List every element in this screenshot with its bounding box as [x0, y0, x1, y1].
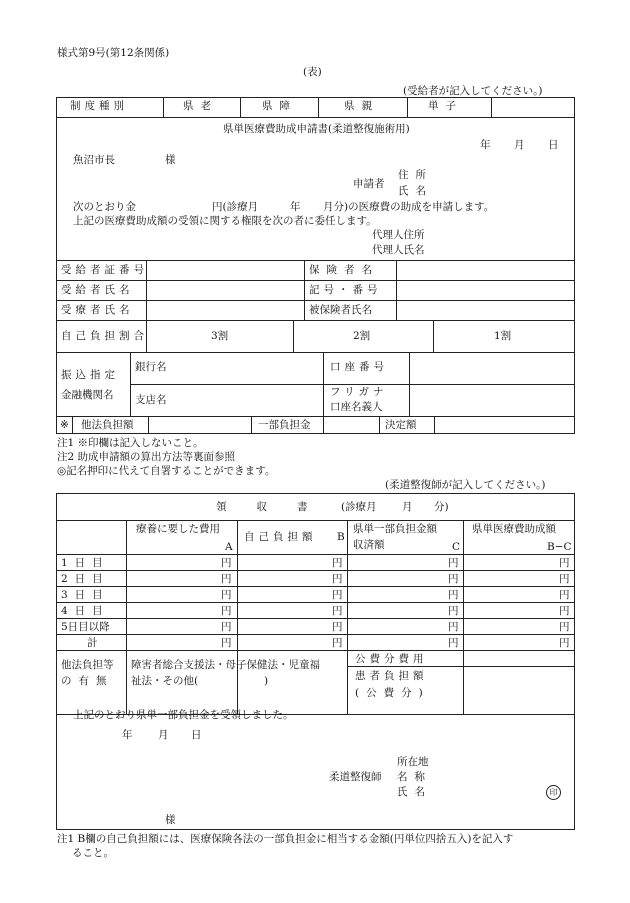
other-law-close: ) — [264, 675, 269, 687]
addressee-honorific: 様 — [165, 154, 176, 166]
furigana-label: フリガナ — [330, 386, 388, 398]
amount-text-a: 次のとおり金 — [73, 201, 136, 213]
receipt-date-month[interactable]: 月 — [158, 729, 169, 741]
date-day[interactable]: 日 — [548, 139, 559, 151]
other-law-label-1: 他法負担等 — [61, 659, 114, 671]
row-total: 計 — [87, 637, 98, 649]
agent-address-field[interactable]: 代理人住所 — [372, 229, 425, 241]
recipient-note: (受給者が記入してください。) — [403, 85, 543, 97]
system-option-elderly[interactable]: 県老 — [183, 100, 218, 112]
footnote-line-2: ること。 — [72, 847, 114, 859]
location-field[interactable]: 所在地 — [397, 756, 429, 768]
row-day-5-plus: 5日目以降 — [61, 621, 110, 633]
note-2: 注2 助成申請額の算出方法等裏面参照 — [57, 451, 236, 463]
other-law-burden-label: 他法負担額 — [81, 419, 134, 431]
insurer-name-label: 保険者名 — [309, 264, 379, 276]
yen-unit: 円 — [559, 621, 570, 633]
partial-burden-label: 一部負担金 — [258, 419, 311, 431]
row-day-3: 3日目 — [61, 589, 110, 601]
facility-name-field[interactable]: 名称 — [397, 771, 432, 783]
yen-unit: 円 — [559, 573, 570, 585]
system-type-label: 制度種別 — [70, 100, 128, 112]
col-partial-header: 県単一部負担金額 — [353, 523, 437, 535]
public-cost-label: 公費分費用 — [355, 653, 428, 665]
receipt-date-day[interactable]: 日 — [191, 729, 202, 741]
seal-mark: 印 — [546, 785, 561, 800]
yen-unit: 円 — [559, 589, 570, 601]
col-partial-code: C — [452, 541, 461, 553]
other-law-text-1: 障害者総合支援法・母子保健法・児童福 — [131, 659, 320, 671]
col-partial-header-2: 収済額 — [353, 539, 385, 551]
recipient-name-label: 受給者氏名 — [61, 284, 134, 296]
yen-unit: 円 — [221, 589, 232, 601]
insured-name-label: 被保険者氏名 — [309, 304, 372, 316]
yen-unit: 円 — [559, 557, 570, 569]
row-day-4: 4日目 — [61, 605, 110, 617]
row-day-2: 2日目 — [61, 573, 110, 585]
practitioner-note: (柔道整復師が記入してください。) — [385, 479, 546, 491]
bank-label-line1: 振込指定 — [61, 369, 119, 381]
receipt-period-month[interactable]: 月 — [402, 501, 413, 513]
bank-name-label: 銀行名 — [135, 361, 167, 373]
yen-unit: 円 — [221, 557, 232, 569]
footnote-line-1: 注1 B欄の自己負担額には、医療保険各法の一部負担金に相当する金額(円単位四捨五入)を記入す — [57, 833, 514, 845]
yen-unit: 円 — [332, 621, 343, 633]
yen-unit: 円 — [448, 605, 459, 617]
person-name-field[interactable]: 氏名 — [397, 786, 432, 798]
application-title: 県単医療費助成申請書(柔道整復施術用) — [223, 123, 410, 135]
decided-amount-label: 決定額 — [385, 419, 417, 431]
applicant-name-field[interactable]: 氏名 — [398, 185, 433, 197]
system-option-disabled[interactable]: 県障 — [262, 100, 297, 112]
receipt-period: (診療月 — [341, 501, 377, 513]
copay-option-30[interactable]: 3割 — [211, 330, 229, 342]
yen-unit: 円 — [559, 605, 570, 617]
date-year[interactable]: 年 — [480, 139, 491, 151]
col-cost-code: A — [225, 541, 233, 553]
receipt-period-end: 分) — [434, 501, 449, 513]
yen-unit: 円 — [448, 589, 459, 601]
system-option-single-child[interactable]: 単子 — [428, 100, 463, 112]
date-month[interactable]: 月 — [514, 139, 525, 151]
practitioner-label: 柔道整復師 — [329, 771, 382, 783]
yen-unit: 円 — [332, 605, 343, 617]
col-self-header: 自己負担額 — [244, 531, 317, 543]
copay-option-10[interactable]: 1割 — [494, 330, 512, 342]
col-cost-header: 療養に要した費用 — [136, 523, 220, 535]
delegation-text: 上記の医療費助成額の受領に関する権限を次の者に委任します。 — [73, 215, 377, 227]
received-text: 上記のとおり県単一部負担金を受領しました。 — [73, 709, 294, 721]
yen-unit: 円 — [221, 605, 232, 617]
patient-burden-label-1: 患者負担額 — [355, 670, 428, 682]
yen-unit: 円 — [332, 589, 343, 601]
receipt-date-year[interactable]: 年 — [122, 729, 133, 741]
yen-unit: 円 — [448, 621, 459, 633]
col-subsidy-code: B−C — [547, 541, 572, 553]
amount-text-d: 月分)の医療費の助成を申請します。 — [323, 201, 495, 213]
copay-option-20[interactable]: 2割 — [353, 330, 371, 342]
yen-unit: 円 — [221, 573, 232, 585]
symbol-number-label: 記号・番号 — [309, 284, 382, 296]
applicant-label: 申請者 — [353, 178, 385, 190]
agent-name-field[interactable]: 代理人氏名 — [372, 244, 425, 256]
other-law-text-2[interactable]: 祉法・その他( — [131, 675, 199, 687]
system-option-single-parent[interactable]: 県親 — [344, 100, 379, 112]
addressee: 魚沼市長 — [73, 154, 115, 166]
branch-name-label: 支店名 — [135, 394, 167, 406]
bank-label-line2: 金融機関名 — [61, 389, 114, 401]
side-label: (表) — [303, 66, 322, 78]
form-number: 様式第9号(第12条関係) — [57, 47, 170, 59]
recipient-number-label: 受給者証番号 — [61, 264, 148, 276]
copay-ratio-label: 自己負担割合 — [61, 330, 148, 342]
col-subsidy-header: 県単医療費助成額 — [472, 523, 556, 535]
patient-burden-label-2: (公費分) — [355, 687, 430, 699]
account-holder-label: 口座名義人 — [330, 401, 383, 413]
yen-unit: 円 — [448, 557, 459, 569]
col-self-code: B — [337, 531, 345, 543]
note-1: 注1 ※印欄は記入しないこと。 — [57, 437, 204, 449]
note-3: ◎記名押印に代えて自署することができます。 — [57, 465, 276, 477]
yen-unit: 円 — [448, 637, 459, 649]
yen-unit: 円 — [332, 637, 343, 649]
yen-unit: 円 — [221, 621, 232, 633]
receipt-title: 領収書 — [216, 501, 338, 513]
yen-unit: 円 — [448, 573, 459, 585]
amount-text-c: 年 — [290, 201, 301, 213]
yen-unit: 円 — [221, 637, 232, 649]
applicant-address-field[interactable]: 住所 — [398, 169, 433, 181]
receipt-honorific: 様 — [165, 814, 176, 826]
office-use-mark: ※ — [60, 419, 69, 431]
yen-unit: 円 — [332, 557, 343, 569]
account-number-label: 口座番号 — [330, 361, 388, 373]
yen-unit: 円 — [559, 637, 570, 649]
yen-unit: 円 — [332, 573, 343, 585]
amount-text-b: 円(診療月 — [212, 201, 259, 213]
patient-name-label: 受療者氏名 — [61, 304, 134, 316]
row-day-1: 1日目 — [61, 557, 110, 569]
other-law-label-2: の有無 — [61, 675, 114, 687]
